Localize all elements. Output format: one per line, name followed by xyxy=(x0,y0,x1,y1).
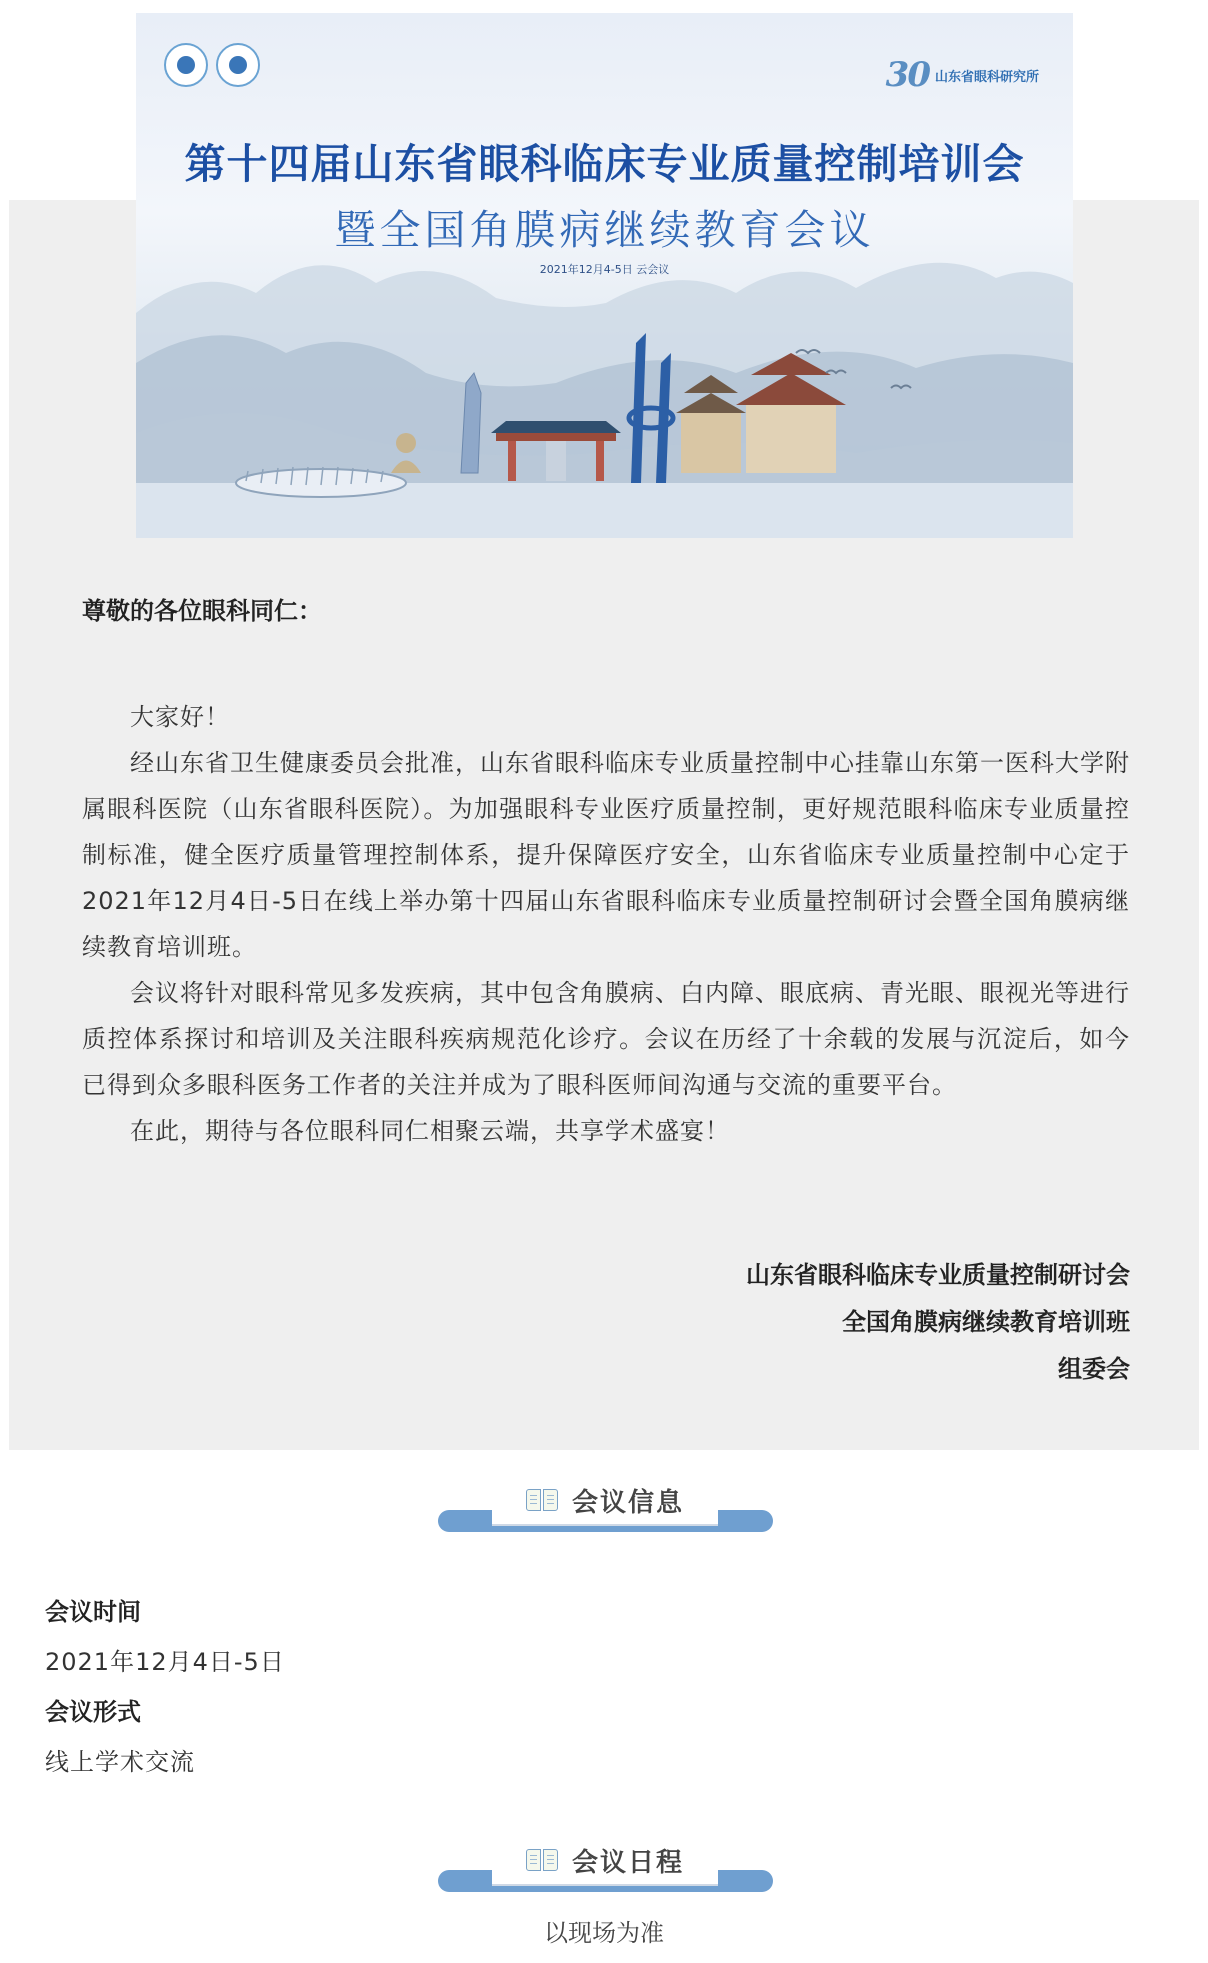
anniversary-number: 30 xyxy=(885,55,929,95)
book-icon xyxy=(526,1849,558,1871)
paragraph-greeting: 大家好！ xyxy=(130,703,230,731)
conference-banner xyxy=(136,13,1073,538)
time-value: 2021年12月4日-5日 xyxy=(45,1648,285,1676)
section-card xyxy=(492,1476,718,1526)
section-header-info xyxy=(438,1476,773,1532)
section-header-schedule xyxy=(438,1836,773,1892)
hospital-logo-icon xyxy=(164,43,208,87)
banner-title: 第十四届山东省眼科临床专业质量控制培训会 xyxy=(184,140,1025,188)
signature-line: 山东省眼科临床专业质量控制研讨会 xyxy=(746,1261,1130,1289)
signature-line: 组委会 xyxy=(1058,1355,1130,1383)
institute-logo xyxy=(886,55,1039,95)
section-title: 会议日程 xyxy=(571,1847,684,1878)
format-label: 会议形式 xyxy=(45,1698,141,1726)
signature-block xyxy=(746,1252,1130,1393)
banner-date: 2021年12月4-5日 云会议 xyxy=(539,263,670,276)
banner-subtitle: 暨全国角膜病继续教育会议 xyxy=(334,206,875,254)
format-value: 线上学术交流 xyxy=(45,1748,195,1776)
time-label: 会议时间 xyxy=(45,1598,141,1626)
paragraph-intro: 经山东省卫生健康委员会批准，山东省眼科临床专业质量控制中心挂靠山东第一医科大学附属眼科医院（山东省眼科医院）。为加强眼科专业医疗质量控制，更好规范眼科临床专业质量控制标准，健全医疗质量管理控制体系，提升保障医疗安全，山东省临床专业质量控制中心定于 2021年12月4日-5日在线上举办第十四届山东省眼科临床专业质量控制研讨会暨全国角膜病继续教育培训班。 xyxy=(82,749,1130,961)
section-title: 会议信息 xyxy=(571,1487,684,1518)
partner-logos xyxy=(164,43,260,87)
institute-name: 山东省眼科研究所 xyxy=(934,69,1039,85)
section-card xyxy=(492,1836,718,1886)
letter-body xyxy=(82,694,1130,1154)
schedule-note: 以现场为准 xyxy=(544,1919,664,1947)
paragraph-topics: 会议将针对眼科常见多发疾病，其中包含角膜病、白内障、眼底病、青光眼、眼视光等进行质控体系探讨和培训及关注眼科疾病规范化诊疗。会议在历经了十余载的发展与沉淀后，如今已得到众多眼科医务工作者的关注并成为了眼科医师间沟通与交流的重要平台。 xyxy=(82,979,1130,1099)
association-logo-icon xyxy=(216,43,260,87)
book-icon xyxy=(526,1489,558,1511)
paragraph-closing: 在此，期待与各位眼科同仁相聚云端，共享学术盛宴！ xyxy=(130,1117,730,1145)
signature-line: 全国角膜病继续教育培训班 xyxy=(842,1308,1130,1336)
salutation: 尊敬的各位眼科同仁： xyxy=(82,597,322,625)
